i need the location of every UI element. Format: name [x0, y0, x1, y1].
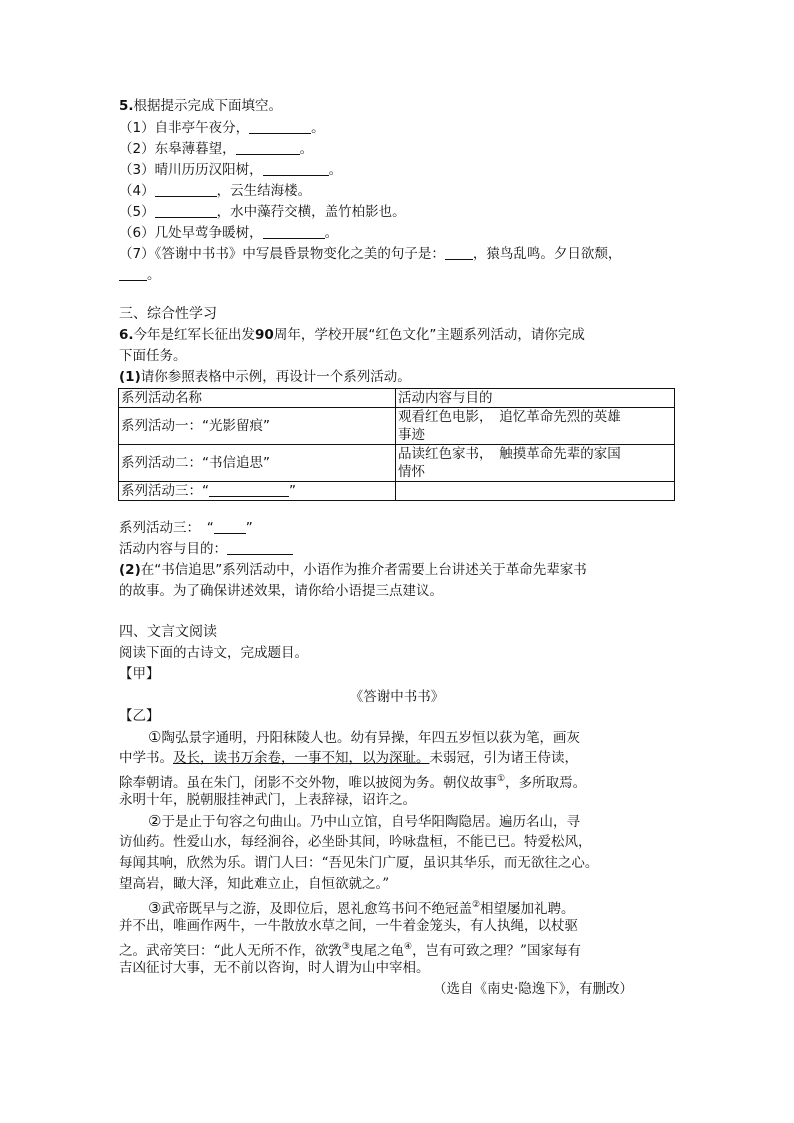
underlined-sentence: 及长，读书万余卷，一事不知，以为深耻。	[173, 750, 430, 766]
table-header-cell: 系列活动名称	[119, 389, 396, 408]
answer-blank[interactable]	[445, 245, 473, 260]
footnote-marker: ②	[471, 900, 481, 910]
footnote-marker: ④	[403, 942, 413, 952]
passage-p1-line1: ①陶弘景字通明，丹阳秣陵人也。幼有异操，年四五岁恒以荻为笔，画灰	[148, 728, 580, 746]
q6-sub2-line2: 的故事。为了确保讲述效果，请你给小语提三点建议。	[119, 583, 443, 599]
answer-blank[interactable]	[209, 482, 289, 497]
passage-p3-line3: 之。武帝笑曰：“此人无所不作，欲敩③曳尾之龟④，岂有可致之理？”国家每有	[119, 942, 581, 959]
answer-blank[interactable]	[263, 161, 329, 176]
activity3-name-line: 系列活动三： “ ”	[119, 520, 253, 536]
q5-item-7-cont: 。	[119, 265, 161, 285]
answer-blank[interactable]	[236, 140, 300, 155]
passage-source: （选自《南史·隐逸下》，有删改）	[433, 981, 634, 997]
passage-p2-line2: 访仙药。性爱山水，每经涧谷，必坐卧其间，吟咏盘桓，不能已已。特爱松风，	[119, 834, 592, 850]
table-header-cell: 活动内容与目的	[396, 389, 675, 408]
table-cell: 品读红色家书， 触摸革命先辈的家国 情怀	[396, 445, 675, 482]
table-row	[119, 408, 675, 445]
passage-p2-line1: ②于是止于句容之句曲山。乃中山立馆，自号华阳陶隐居。遍历名山，寻	[148, 812, 580, 830]
passage-p1-line4: 永明十年，脱朝服挂神武门，上表辞禄，诏许之。	[119, 792, 416, 808]
passage-p1-line2: 中学书。及长，读书万余卷，一事不知，以为深耻。未弱冠，引为诸王侍读，	[119, 750, 578, 766]
q6-line1: 6.今年是红军长征出发90周年，学校开展“红色文化”主题系列活动，请你完成	[119, 327, 585, 343]
section4-heading: 四、文言文阅读	[119, 624, 217, 640]
answer-blank[interactable]	[155, 182, 217, 197]
table-cell-empty[interactable]	[396, 482, 675, 501]
passage-p1-line3: 除奉朝请。虽在朱门，闭影不交外物，唯以披阅为务。朝仪故事①，多所取焉。	[119, 774, 587, 791]
q5-item-3: （3）晴川历历汉阳树， 。	[119, 162, 343, 178]
q5-item-1: （1）自非亭午夜分， 。	[119, 120, 325, 136]
q5-title: 5.根据提示完成下面填空。	[119, 98, 283, 114]
q5-item-4: （4） ，云生结海楼。	[119, 183, 312, 199]
table-cell: 系列活动一：“光影留痕”	[119, 408, 396, 445]
table-cell: 系列活动三：“ ”	[119, 482, 396, 501]
q5-item-7: （7）《答谢中书书》中写晨昏景物变化之美的句子是： ，猿鸟乱鸣。夕日欲颓，	[119, 246, 622, 262]
footnote-marker: ①	[497, 774, 506, 784]
answer-blank[interactable]	[119, 266, 147, 281]
q6-sub2-line1: (2)在“书信追思”系列活动中，小语作为推介者需要上台讲述关于革命先辈家书	[119, 562, 587, 578]
q6-line2: 下面任务。	[119, 348, 187, 364]
passage-p2-line4: 望高岩，瞰大泽，知此难立止，自恒欲就之。”	[119, 876, 390, 892]
answer-blank[interactable]	[263, 224, 325, 239]
q5-item-5: （5） ，水中藻荇交横，盖竹柏影也。	[119, 204, 406, 220]
passage-p3-line2: 并不出，唯画作两牛，一牛散放水草之间，一牛着金笼头，有人执绳，以杖驱	[119, 918, 578, 934]
section3-heading: 三、综合性学习	[119, 306, 217, 322]
q5-number: 5.	[119, 98, 134, 114]
q5-item-2: （2）东皋薄暮望， 。	[119, 141, 314, 157]
answer-blank[interactable]	[227, 540, 293, 555]
table-cell: 系列活动二：“书信追思”	[119, 445, 396, 482]
passage-jia-label: 【甲】	[119, 666, 160, 682]
q5-item-6: （6）几处早莺争暖树， 。	[119, 225, 339, 241]
table-header-row	[119, 389, 675, 408]
answer-blank[interactable]	[214, 519, 246, 534]
activity-table	[118, 388, 675, 501]
passage-p2-line3: 每闻其响，欣然为乐。谓门人曰：“吾见朱门广厦，虽识其华乐，而无欲往之心。	[119, 855, 599, 871]
passage-p3-line4: 吉凶征讨大事，无不前以咨询，时人谓为山中宰相。	[119, 960, 430, 976]
activity3-content-line: 活动内容与目的：	[119, 539, 293, 559]
answer-blank[interactable]	[249, 119, 311, 134]
section4-intro: 阅读下面的古诗文，完成题目。	[119, 645, 308, 661]
table-row	[119, 445, 675, 482]
answer-blank[interactable]	[155, 203, 217, 218]
table-cell: 观看红色电影， 追忆革命先烈的英雄 事迹	[396, 408, 675, 445]
passage-p3-line1: ③武帝既早与之游，及即位后，恩礼愈笃书问不绝冠盖②相望屡加礼聘。	[148, 899, 575, 917]
q6-sub1: (1)请你参照表格中示例，再设计一个系列活动。	[119, 369, 411, 385]
footnote-marker: ③	[341, 942, 350, 952]
passage-yi-label: 【乙】	[119, 708, 160, 724]
passage-jia-title: 《答谢中书书》	[349, 689, 445, 705]
table-row	[119, 482, 675, 501]
